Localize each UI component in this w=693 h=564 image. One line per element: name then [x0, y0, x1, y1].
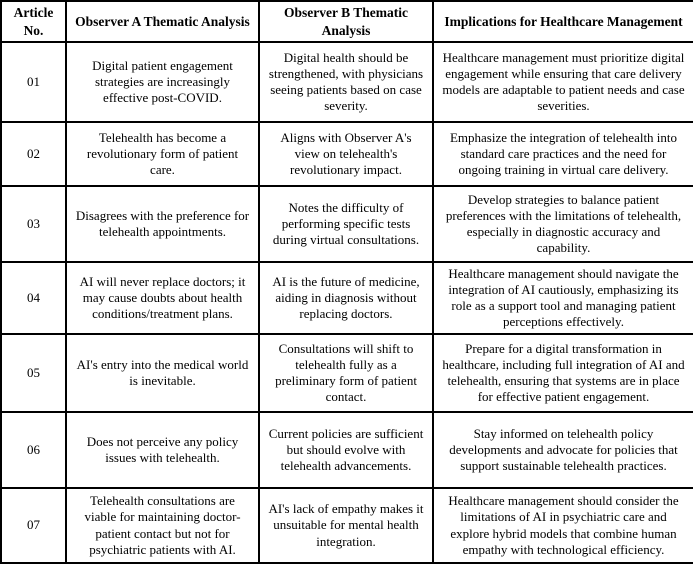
cell-observer-a: AI will never replace doctors; it may cause doubts about health conditions/treatment plans.	[66, 262, 259, 334]
cell-article-no: 06	[1, 412, 66, 488]
cell-observer-a: Does not perceive any policy issues with telehealth.	[66, 412, 259, 488]
table-row	[1, 262, 693, 334]
cell-article-no: 05	[1, 334, 66, 412]
table-row	[1, 334, 693, 412]
cell-observer-a: Disagrees with the preference for telehealth appointments.	[66, 186, 259, 262]
cell-article-no: 02	[1, 122, 66, 186]
cell-observer-b: Current policies are sufficient but should evolve with telehealth advancements.	[259, 412, 433, 488]
cell-observer-b: AI's lack of empathy makes it unsuitable for mental health integration.	[259, 488, 433, 563]
cell-implications: Emphasize the integration of telehealth into standard care practices and the need for ongoing training in virtual care delivery.	[433, 122, 693, 186]
header-row	[1, 1, 693, 42]
cell-observer-a: Digital patient engagement strategies are increasingly effective post-COVID.	[66, 42, 259, 122]
header-observer-a: Observer A Thematic Analysis	[66, 1, 259, 42]
cell-observer-b: Notes the difficulty of performing specific tests during virtual consultations.	[259, 186, 433, 262]
table-row	[1, 488, 693, 563]
cell-implications: Stay informed on telehealth policy developments and advocate for policies that support sustainable telehealth practices.	[433, 412, 693, 488]
table-row	[1, 412, 693, 488]
cell-observer-b: AI is the future of medicine, aiding in diagnosis without replacing doctors.	[259, 262, 433, 334]
cell-observer-a: AI's entry into the medical world is inevitable.	[66, 334, 259, 412]
cell-article-no: 07	[1, 488, 66, 563]
cell-implications: Develop strategies to balance patient preferences with the limitations of telehealth, especially in diagnostic accuracy and capability.	[433, 186, 693, 262]
header-article-no: Article No.	[1, 1, 66, 42]
cell-article-no: 01	[1, 42, 66, 122]
cell-observer-b: Aligns with Observer A's view on telehealth's revolutionary impact.	[259, 122, 433, 186]
header-observer-b: Observer B Thematic Analysis	[259, 1, 433, 42]
table-row	[1, 186, 693, 262]
table-row	[1, 122, 693, 186]
cell-implications: Healthcare management must prioritize digital engagement while ensuring that care delivery models are adaptable to patient needs and case severities.	[433, 42, 693, 122]
cell-implications: Prepare for a digital transformation in healthcare, including full integration of AI and telehealth, ensuring that systems are in place for effective patient engagement.	[433, 334, 693, 412]
cell-implications: Healthcare management should navigate the integration of AI cautiously, emphasizing its role as a support tool and managing patient perceptions effectively.	[433, 262, 693, 334]
cell-observer-b: Digital health should be strengthened, with physicians seeing patients based on case severity.	[259, 42, 433, 122]
cell-observer-a: Telehealth consultations are viable for maintaining doctor-patient contact but not for psychiatric patients with AI.	[66, 488, 259, 563]
header-implications: Implications for Healthcare Management	[433, 1, 693, 42]
cell-observer-a: Telehealth has become a revolutionary form of patient care.	[66, 122, 259, 186]
cell-implications: Healthcare management should consider the limitations of AI in psychiatric care and explore hybrid models that combine human empathy with technological efficiency.	[433, 488, 693, 563]
cell-article-no: 04	[1, 262, 66, 334]
table-row	[1, 42, 693, 122]
cell-observer-b: Consultations will shift to telehealth fully as a preliminary form of patient contact.	[259, 334, 433, 412]
cell-article-no: 03	[1, 186, 66, 262]
